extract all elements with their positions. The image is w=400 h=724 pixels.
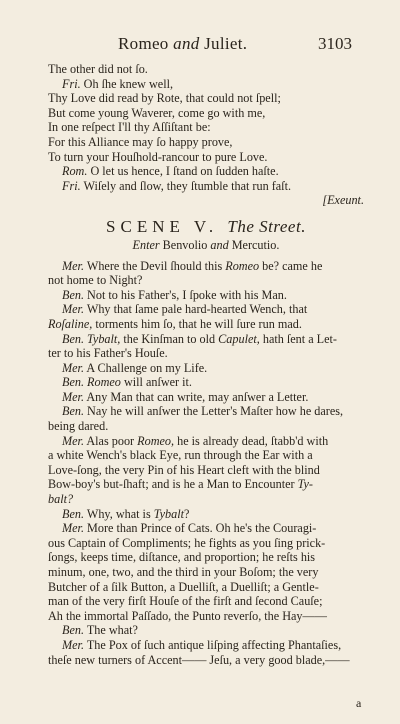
running-title: Romeo and Juliet. bbox=[118, 34, 248, 53]
entrance-direction: Enter Benvolio and Mercutio. bbox=[132, 237, 280, 252]
speech-line: Mer. Why that ſame pale hard-hearted Wench, that bbox=[62, 302, 308, 317]
speech-line: Mer. Any Man that can write, may anſwer a Letter. bbox=[62, 389, 309, 404]
scene-heading: SCENE V. The Street. bbox=[106, 216, 306, 236]
verse-line: The other did not ſo. bbox=[48, 62, 148, 76]
verse-line: Fri. Oh ſhe knew well, bbox=[62, 76, 174, 91]
speech-line: Mer. A Challenge on my Life. bbox=[62, 360, 208, 375]
speech-line: theſe new turners of Accent—— Jeſu, a very good blade,—— bbox=[48, 652, 350, 667]
body-text bbox=[48, 62, 364, 667]
speech-line: Mer. Alas poor Romeo, he is already dead, ſtabb'd with bbox=[62, 433, 329, 448]
speech-line: Ah the immortal Paſſado, the Punto reverſo, the Hay—— bbox=[48, 608, 327, 623]
verse-line: Rom. O let us hence, I ſtand on ſudden haſte. bbox=[62, 164, 279, 179]
page-number: 3103 bbox=[318, 34, 352, 53]
verse-line: In one reſpect I'll thy Aſſiſtant be: bbox=[48, 120, 211, 135]
verse-line: To turn your Houſhold-rancour to pure Love. bbox=[48, 149, 268, 164]
speech-line: Mer. More than Prince of Cats. Oh he's the Couragi- bbox=[62, 521, 317, 536]
speech-line: Ben. Why, what is Tybalt? bbox=[62, 506, 190, 521]
speech-line: minum, one, two, and the third in your Boſom; the very bbox=[48, 565, 319, 579]
speech-line: a white Wench's black Eye, run through the Ear with a bbox=[48, 448, 313, 463]
speech-line: ſongs, keeps time, diſtance, and proportion; he reſts his bbox=[48, 550, 316, 565]
verse-line: For this Alliance may ſo happy prove, bbox=[48, 134, 233, 149]
speech-line: Mer. Where the Devil ſhould this Romeo be? came he bbox=[62, 258, 323, 273]
speech-line: Ben. Nay he will anſwer the Letter's Maſter how he dares, bbox=[62, 404, 344, 419]
speech-line: Roſaline, torments him ſo, that he will ſure run mad. bbox=[48, 316, 302, 331]
speech-line: ter to his Father's Houſe. bbox=[48, 346, 168, 361]
catchword: a bbox=[356, 696, 362, 710]
running-head bbox=[0, 34, 400, 56]
speech-line: man of the very firſt Houſe of the firſt and ſecond Cauſe; bbox=[48, 594, 323, 609]
speech-line: balt? bbox=[48, 492, 74, 507]
speech-line: ous Captain of Compliments; he fights as you ſing prick- bbox=[48, 535, 326, 550]
speech-line: Ben. Not to his Father's, I ſpoke with his Man. bbox=[62, 287, 287, 302]
verse-line: Thy Love did read by Rote, that could not ſpell; bbox=[48, 91, 281, 106]
stage-direction: [Exeunt. bbox=[322, 193, 364, 208]
speech-line: Love-ſong, the very Pin of his Heart cleft with the blind bbox=[48, 462, 320, 477]
speech-line: being dared. bbox=[48, 419, 109, 434]
speech-line: Ben. Romeo will anſwer it. bbox=[62, 375, 192, 390]
speech-line: not home to Night? bbox=[48, 273, 143, 288]
verse-line: Fri. Wiſely and ſlow, they ſtumble that run faſt. bbox=[62, 178, 292, 193]
verse-line: But come young Waverer, come go with me, bbox=[48, 105, 266, 120]
speech-line: Butcher of a ſilk Button, a Duelliſt, a Duelliſt; a Gentle- bbox=[48, 579, 319, 594]
speech-line: Ben. Tybalt, the Kinſman to old Capulet, hath ſent a Let- bbox=[62, 331, 337, 346]
speech-line: Mer. The Pox of ſuch antique liſping affecting Phantaſies, bbox=[62, 637, 342, 652]
speech-line: Bow-boy's but-ſhaft; and is he a Man to Encounter Ty- bbox=[48, 477, 313, 492]
speech-line: Ben. The what? bbox=[62, 623, 138, 638]
